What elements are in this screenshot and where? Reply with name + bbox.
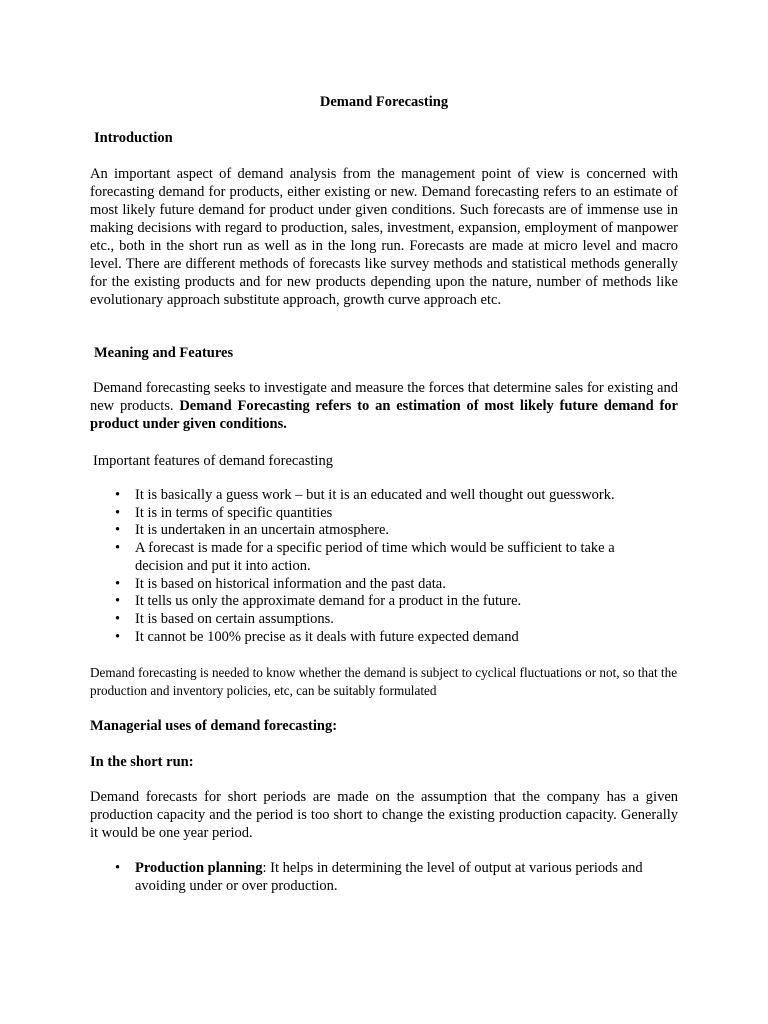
document-title: Demand Forecasting — [319, 94, 449, 110]
production-planning-text: : It helps in determining the level of output at various periods and avoiding under or over production. — [135, 860, 643, 894]
list-item: • It is based on historical information and the past data. — [115, 575, 446, 592]
short-run-uses-list — [115, 860, 675, 895]
list-item: • It tells us only the approximate demand for a product in the future. — [115, 593, 522, 610]
bullet-icon: • — [115, 860, 121, 876]
meaning-heading: Meaning and Features — [94, 345, 234, 361]
bullet-icon: • — [115, 593, 121, 610]
introduction-paragraph: An important aspect of demand analysis from the management point of view is concerned with forecasting demand for products, either existing or new. Demand forecasting refers to an estimate of most likely future demand for product under given conditions. Such forecasts are of immense use in making decisions with regard to production, sales, investment, expansion, employment of manpower etc., both in the short run as well as in the long run. Forecasts are made at micro level and macro level. There are different methods of forecasts like survey methods and statistical methods generally for the existing products and for new products depending upon the nature, number of methods like evolutionary approach substitute approach, growth curve approach etc. — [90, 166, 678, 308]
production-planning-label: Production planning — [135, 860, 263, 876]
meaning-text: Demand forecasting seeks to investigate and measure the forces that determine sales for existing and new products. — [90, 380, 678, 414]
managerial-uses-heading: Managerial uses of demand forecasting: — [90, 718, 338, 734]
bullet-icon: • — [115, 487, 121, 503]
meaning-bold-definition: Demand Forecasting refers to an estimation of most likely future demand for product under given conditions. — [90, 398, 678, 432]
introduction-heading: Introduction — [94, 130, 173, 146]
features-intro: Important features of demand forecasting — [93, 453, 333, 469]
bullet-icon: • — [115, 522, 121, 539]
bullet-icon: • — [115, 575, 121, 592]
need-paragraph: Demand forecasting is needed to know whether the demand is subject to cyclical fluctuations or not, so that the production and inventory policies, etc, can be suitably formulated — [90, 665, 678, 698]
features-list — [115, 487, 675, 646]
list-item: • It cannot be 100% precise as it deals with future expected demand — [115, 628, 519, 645]
short-run-paragraph: Demand forecasts for short periods are made on the assumption that the company has a given production capacity and the period is too short to change the existing production capacity. Generally it would be one year period. — [90, 789, 678, 841]
bullet-icon: • — [115, 610, 121, 627]
short-run-heading: In the short run: — [90, 754, 194, 770]
list-item: • It is undertaken in an uncertain atmosphere. — [115, 522, 390, 539]
list-item: • A forecast is made for a specific period of time which would be sufficient to take a decision and put it into action. — [115, 540, 615, 574]
bullet-icon: • — [115, 540, 121, 557]
list-item — [115, 860, 675, 895]
list-item: • It is based on certain assumptions. — [115, 610, 334, 627]
list-item: • It is basically a guess work – but it is an educated and well thought out guesswork. — [115, 487, 615, 503]
bullet-icon: • — [115, 628, 121, 645]
bullet-icon: • — [115, 504, 121, 521]
meaning-paragraph — [90, 379, 678, 433]
list-item: • It is in terms of specific quantities — [115, 504, 333, 521]
